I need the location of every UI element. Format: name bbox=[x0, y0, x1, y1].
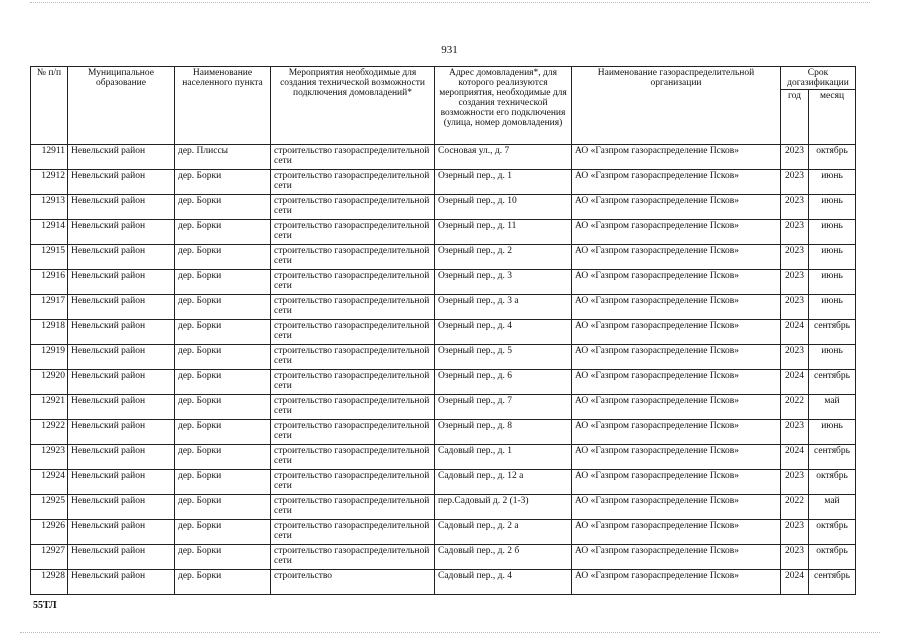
cell-activity: строительство газораспределительной сети bbox=[271, 420, 435, 445]
header-locality: Наименование населенного пункта bbox=[175, 67, 271, 145]
cell-locality: дер. Борки bbox=[175, 445, 271, 470]
cell-address: Озерный пер., д. 8 bbox=[435, 420, 572, 445]
table-row bbox=[31, 420, 856, 445]
cell-address: Садовый пер., д. 2 б bbox=[435, 545, 572, 570]
cell-year: 2024 bbox=[781, 370, 809, 395]
cell-locality: дер. Борки bbox=[175, 195, 271, 220]
footer-code: 55ТЛ bbox=[33, 600, 57, 611]
cell-address: Озерный пер., д. 3 а bbox=[435, 295, 572, 320]
cell-municipality: Невельский район bbox=[68, 245, 175, 270]
cell-organization: АО «Газпром газораспределение Псков» bbox=[572, 320, 781, 345]
table-row bbox=[31, 345, 856, 370]
cell-address: Озерный пер., д. 7 bbox=[435, 395, 572, 420]
scan-edge-bottom bbox=[20, 632, 880, 634]
cell-address: Озерный пер., д. 5 bbox=[435, 345, 572, 370]
cell-locality: дер. Борки bbox=[175, 320, 271, 345]
cell-organization: АО «Газпром газораспределение Псков» bbox=[572, 170, 781, 195]
cell-organization: АО «Газпром газораспределение Псков» bbox=[572, 545, 781, 570]
cell-organization: АО «Газпром газораспределение Псков» bbox=[572, 295, 781, 320]
table-row bbox=[31, 170, 856, 195]
table-row bbox=[31, 395, 856, 420]
cell-month: июнь bbox=[809, 270, 856, 295]
table-row bbox=[31, 295, 856, 320]
cell-year: 2023 bbox=[781, 245, 809, 270]
cell-organization: АО «Газпром газораспределение Псков» bbox=[572, 570, 781, 595]
table-row bbox=[31, 220, 856, 245]
cell-organization: АО «Газпром газораспределение Псков» bbox=[572, 270, 781, 295]
table-header bbox=[31, 67, 856, 145]
cell-num: 12922 bbox=[31, 420, 68, 445]
cell-month: сентябрь bbox=[809, 370, 856, 395]
cell-locality: дер. Борки bbox=[175, 495, 271, 520]
cell-year: 2023 bbox=[781, 345, 809, 370]
cell-organization: АО «Газпром газораспределение Псков» bbox=[572, 195, 781, 220]
cell-locality: дер. Борки bbox=[175, 220, 271, 245]
cell-address: Озерный пер., д. 3 bbox=[435, 270, 572, 295]
cell-num: 12928 bbox=[31, 570, 68, 595]
cell-activity: строительство газораспределительной сети bbox=[271, 370, 435, 395]
cell-num: 12911 bbox=[31, 145, 68, 170]
header-address: Адрес домовладения*, для которого реализуются мероприятия, необходимые для создания технической возможности его подключения (улица, номер домовладения) bbox=[435, 67, 572, 145]
cell-activity: строительство bbox=[271, 570, 435, 595]
gasification-table bbox=[30, 66, 856, 595]
table-row bbox=[31, 245, 856, 270]
cell-num: 12919 bbox=[31, 345, 68, 370]
cell-activity: строительство газораспределительной сети bbox=[271, 345, 435, 370]
cell-municipality: Невельский район bbox=[68, 370, 175, 395]
cell-num: 12924 bbox=[31, 470, 68, 495]
cell-organization: АО «Газпром газораспределение Псков» bbox=[572, 370, 781, 395]
cell-month: октябрь bbox=[809, 520, 856, 545]
cell-address: Садовый пер., д. 12 а bbox=[435, 470, 572, 495]
cell-municipality: Невельский район bbox=[68, 295, 175, 320]
cell-locality: дер. Борки bbox=[175, 395, 271, 420]
cell-num: 12913 bbox=[31, 195, 68, 220]
cell-activity: строительство газораспределительной сети bbox=[271, 195, 435, 220]
cell-organization: АО «Газпром газораспределение Псков» bbox=[572, 345, 781, 370]
cell-locality: дер. Борки bbox=[175, 245, 271, 270]
cell-address: Озерный пер., д. 11 bbox=[435, 220, 572, 245]
cell-organization: АО «Газпром газораспределение Псков» bbox=[572, 395, 781, 420]
page-number: 931 bbox=[441, 44, 458, 56]
table-body bbox=[31, 145, 856, 595]
cell-address: Садовый пер., д. 2 а bbox=[435, 520, 572, 545]
cell-address: Озерный пер., д. 6 bbox=[435, 370, 572, 395]
cell-municipality: Невельский район bbox=[68, 195, 175, 220]
cell-municipality: Невельский район bbox=[68, 220, 175, 245]
scan-edge-top bbox=[30, 2, 870, 4]
cell-address: Озерный пер., д. 1 bbox=[435, 170, 572, 195]
cell-organization: АО «Газпром газораспределение Псков» bbox=[572, 520, 781, 545]
cell-locality: дер. Борки bbox=[175, 470, 271, 495]
cell-year: 2023 bbox=[781, 270, 809, 295]
cell-month: сентябрь bbox=[809, 445, 856, 470]
cell-year: 2022 bbox=[781, 395, 809, 420]
header-organization: Наименование газораспределительной организации bbox=[572, 67, 781, 145]
header-activity: Мероприятия необходимые для создания технической возможности подключения домовладений* bbox=[271, 67, 435, 145]
cell-organization: АО «Газпром газораспределение Псков» bbox=[572, 445, 781, 470]
cell-year: 2023 bbox=[781, 295, 809, 320]
cell-activity: строительство газораспределительной сети bbox=[271, 495, 435, 520]
cell-activity: строительство газораспределительной сети bbox=[271, 470, 435, 495]
cell-month: июнь bbox=[809, 220, 856, 245]
cell-locality: дер. Борки bbox=[175, 370, 271, 395]
cell-month: июнь bbox=[809, 170, 856, 195]
cell-month: июнь bbox=[809, 195, 856, 220]
cell-organization: АО «Газпром газораспределение Псков» bbox=[572, 420, 781, 445]
table-row bbox=[31, 495, 856, 520]
cell-organization: АО «Газпром газораспределение Псков» bbox=[572, 245, 781, 270]
header-year: год bbox=[781, 90, 809, 145]
cell-locality: дер. Борки bbox=[175, 295, 271, 320]
cell-municipality: Невельский район bbox=[68, 445, 175, 470]
cell-activity: строительство газораспределительной сети bbox=[271, 520, 435, 545]
table-row bbox=[31, 370, 856, 395]
table-row bbox=[31, 145, 856, 170]
cell-municipality: Невельский район bbox=[68, 470, 175, 495]
cell-locality: дер. Борки bbox=[175, 520, 271, 545]
cell-month: октябрь bbox=[809, 545, 856, 570]
header-municipality: Муниципальное образование bbox=[68, 67, 175, 145]
cell-activity: строительство газораспределительной сети bbox=[271, 320, 435, 345]
cell-address: Озерный пер., д. 2 bbox=[435, 245, 572, 270]
header-month: месяц bbox=[809, 90, 856, 145]
header-deadline: Срок догазификации bbox=[781, 67, 856, 90]
cell-year: 2023 bbox=[781, 145, 809, 170]
cell-year: 2023 bbox=[781, 220, 809, 245]
cell-activity: строительство газораспределительной сети bbox=[271, 170, 435, 195]
cell-address: Озерный пер., д. 10 bbox=[435, 195, 572, 220]
table-row bbox=[31, 570, 856, 595]
cell-municipality: Невельский район bbox=[68, 145, 175, 170]
cell-year: 2024 bbox=[781, 320, 809, 345]
cell-organization: АО «Газпром газораспределение Псков» bbox=[572, 220, 781, 245]
cell-month: октябрь bbox=[809, 470, 856, 495]
cell-year: 2023 bbox=[781, 520, 809, 545]
cell-num: 12915 bbox=[31, 245, 68, 270]
cell-activity: строительство газораспределительной сети bbox=[271, 545, 435, 570]
cell-activity: строительство газораспределительной сети bbox=[271, 220, 435, 245]
cell-locality: дер. Борки bbox=[175, 345, 271, 370]
cell-num: 12923 bbox=[31, 445, 68, 470]
cell-address: Садовый пер., д. 4 bbox=[435, 570, 572, 595]
cell-activity: строительство газораспределительной сети bbox=[271, 245, 435, 270]
cell-municipality: Невельский район bbox=[68, 170, 175, 195]
cell-num: 12916 bbox=[31, 270, 68, 295]
table-row bbox=[31, 470, 856, 495]
cell-year: 2023 bbox=[781, 470, 809, 495]
cell-year: 2023 bbox=[781, 195, 809, 220]
cell-month: июнь bbox=[809, 345, 856, 370]
cell-activity: строительство газораспределительной сети bbox=[271, 145, 435, 170]
cell-month: сентябрь bbox=[809, 320, 856, 345]
cell-address: пер.Садовый д. 2 (1-3) bbox=[435, 495, 572, 520]
cell-month: май bbox=[809, 395, 856, 420]
cell-year: 2024 bbox=[781, 570, 809, 595]
cell-locality: дер. Борки bbox=[175, 545, 271, 570]
cell-year: 2023 bbox=[781, 545, 809, 570]
cell-year: 2022 bbox=[781, 495, 809, 520]
cell-num: 12918 bbox=[31, 320, 68, 345]
cell-locality: дер. Борки bbox=[175, 270, 271, 295]
cell-activity: строительство газораспределительной сети bbox=[271, 395, 435, 420]
cell-municipality: Невельский район bbox=[68, 345, 175, 370]
cell-month: июнь bbox=[809, 295, 856, 320]
cell-num: 12912 bbox=[31, 170, 68, 195]
cell-month: сентябрь bbox=[809, 570, 856, 595]
cell-address: Садовый пер., д. 1 bbox=[435, 445, 572, 470]
cell-num: 12925 bbox=[31, 495, 68, 520]
cell-locality: дер. Борки bbox=[175, 170, 271, 195]
cell-municipality: Невельский район bbox=[68, 320, 175, 345]
cell-organization: АО «Газпром газораспределение Псков» bbox=[572, 495, 781, 520]
cell-activity: строительство газораспределительной сети bbox=[271, 295, 435, 320]
cell-num: 12917 bbox=[31, 295, 68, 320]
cell-month: октябрь bbox=[809, 145, 856, 170]
cell-municipality: Невельский район bbox=[68, 395, 175, 420]
cell-locality: дер. Борки bbox=[175, 420, 271, 445]
table-row bbox=[31, 320, 856, 345]
cell-activity: строительство газораспределительной сети bbox=[271, 270, 435, 295]
cell-municipality: Невельский район bbox=[68, 420, 175, 445]
cell-year: 2024 bbox=[781, 445, 809, 470]
cell-month: июнь bbox=[809, 245, 856, 270]
cell-municipality: Невельский район bbox=[68, 495, 175, 520]
cell-num: 12921 bbox=[31, 395, 68, 420]
cell-municipality: Невельский район bbox=[68, 545, 175, 570]
cell-address: Озерный пер., д. 4 bbox=[435, 320, 572, 345]
cell-organization: АО «Газпром газораспределение Псков» bbox=[572, 145, 781, 170]
table-row bbox=[31, 195, 856, 220]
cell-municipality: Невельский район bbox=[68, 520, 175, 545]
cell-address: Сосновая ул., д. 7 bbox=[435, 145, 572, 170]
cell-municipality: Невельский район bbox=[68, 570, 175, 595]
cell-year: 2023 bbox=[781, 420, 809, 445]
header-num: № п/п bbox=[31, 67, 68, 145]
cell-month: май bbox=[809, 495, 856, 520]
table-row bbox=[31, 520, 856, 545]
table-row bbox=[31, 445, 856, 470]
cell-locality: дер. Борки bbox=[175, 570, 271, 595]
cell-num: 12920 bbox=[31, 370, 68, 395]
cell-num: 12926 bbox=[31, 520, 68, 545]
cell-locality: дер. Плиссы bbox=[175, 145, 271, 170]
cell-num: 12914 bbox=[31, 220, 68, 245]
cell-organization: АО «Газпром газораспределение Псков» bbox=[572, 470, 781, 495]
table-row bbox=[31, 270, 856, 295]
cell-municipality: Невельский район bbox=[68, 270, 175, 295]
cell-year: 2023 bbox=[781, 170, 809, 195]
cell-num: 12927 bbox=[31, 545, 68, 570]
table-row bbox=[31, 545, 856, 570]
cell-activity: строительство газораспределительной сети bbox=[271, 445, 435, 470]
cell-month: июнь bbox=[809, 420, 856, 445]
